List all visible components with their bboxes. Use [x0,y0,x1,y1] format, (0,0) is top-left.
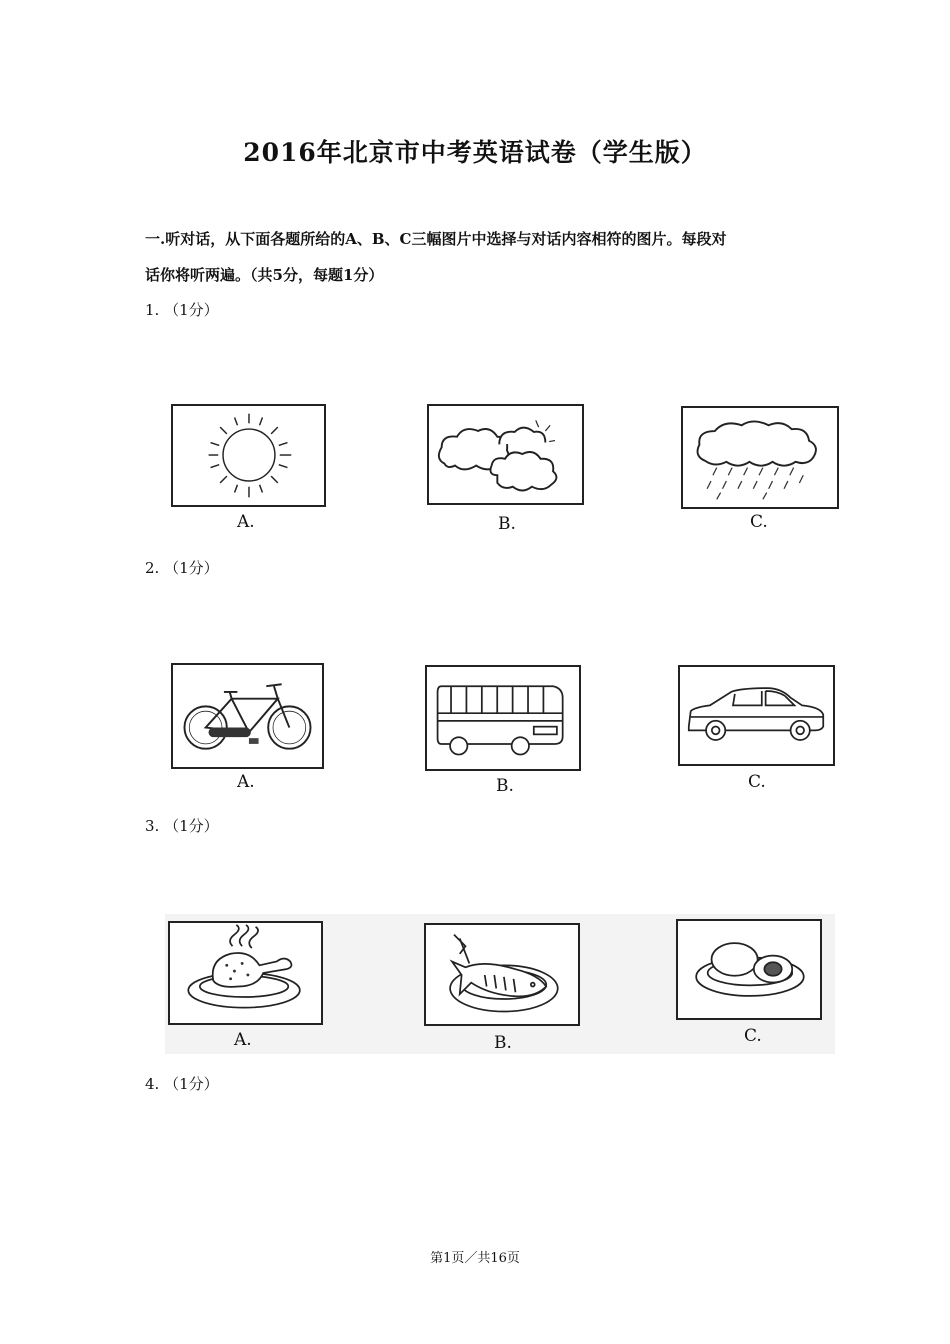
q3-option-b: B. [494,1033,512,1053]
q3-option-a: A. [234,1030,252,1050]
clouds-sun-icon [427,404,584,505]
chicken-leg-icon [168,921,323,1025]
page-footer: 第1页／共16页 [430,1251,520,1266]
question-3-label: 3. （1分） [145,817,219,835]
page-title: 2016年北京市中考英语试卷（学生版） [243,138,707,167]
q1-option-c: C. [750,512,768,532]
bus-icon [425,665,581,771]
rain-cloud-icon [681,406,839,509]
fish-icon [424,923,580,1026]
question-4-label: 4. （1分） [145,1075,219,1093]
egg-icon [676,919,822,1020]
question-2-label: 2. （1分） [145,559,219,577]
section-instruction-line2: 话你将听两遍。（共5分，每题1分） [145,266,384,284]
section-instruction-line1: 一.听对话，从下面各题所给的A、B、C三幅图片中选择与对话内容相符的图片。每段对 [145,230,727,248]
q2-option-b: B. [496,776,514,796]
question-1-label: 1. （1分） [145,301,219,319]
q2-option-c: C. [748,772,766,792]
q3-option-c: C. [744,1026,762,1046]
q2-option-a: A. [237,772,255,792]
q1-option-b: B. [498,514,516,534]
q1-option-a: A. [237,512,255,532]
bicycle-icon [171,663,324,769]
sun-icon [171,404,326,507]
car-icon [678,665,835,766]
